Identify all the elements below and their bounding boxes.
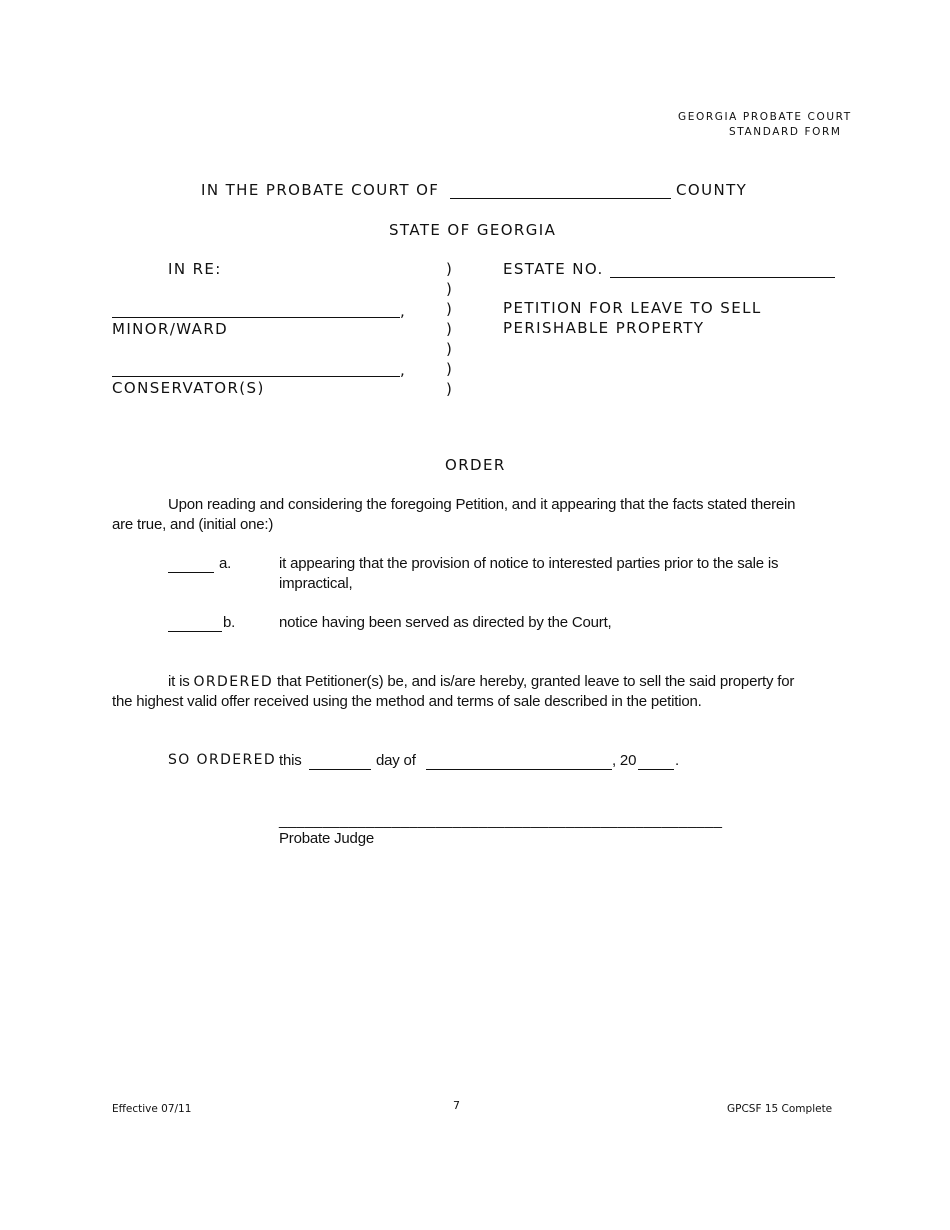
court-name-header: GEORGIA PROBATE COURT [678, 111, 852, 123]
caption-paren: ) [446, 280, 452, 298]
minor-ward-comma: , [400, 302, 407, 320]
footer-effective-date: Effective 07/11 [112, 1103, 192, 1115]
conservators-label: CONSERVATOR(S) [112, 379, 265, 397]
conservator-blank-line[interactable] [112, 376, 400, 377]
court-prefix: IN THE PROBATE COURT OF [201, 181, 440, 199]
estate-no-label: ESTATE NO. [503, 260, 604, 278]
option-b-letter: b. [223, 614, 236, 631]
caption-paren: ) [446, 380, 452, 398]
year-prefix: , 20 [612, 752, 637, 769]
ordered-word: ORDERED [193, 674, 273, 690]
this-word: this [279, 752, 302, 769]
year-blank-line[interactable] [638, 769, 674, 770]
footer-form-id: GPCSF 15 Complete [727, 1103, 833, 1115]
minor-ward-label: MINOR/WARD [112, 320, 229, 338]
signature-line[interactable]: ___________________________________________________ [279, 812, 723, 829]
caption-paren: ) [446, 260, 452, 278]
option-a-line-1: it appearing that the provision of notice to interested parties prior to the sale is [279, 555, 779, 572]
estate-no-blank-line[interactable] [610, 277, 835, 278]
signature-label: Probate Judge [279, 830, 374, 847]
day-blank-line[interactable] [309, 769, 371, 770]
petition-title-line2: PERISHABLE PROPERTY [503, 319, 705, 337]
state-title: STATE OF GEORGIA [389, 221, 557, 239]
option-a-letter: a. [219, 555, 232, 572]
standard-form-header: STANDARD FORM [729, 126, 842, 138]
footer-page-number: 7 [453, 1099, 460, 1112]
caption-paren: ) [446, 320, 452, 338]
so-ordered-label: SO ORDERED [168, 752, 277, 768]
month-blank-line[interactable] [426, 769, 612, 770]
option-a-initial-blank[interactable] [168, 572, 214, 573]
petition-title-line1: PETITION FOR LEAVE TO SELL [503, 299, 762, 317]
conservator-comma: , [400, 361, 407, 379]
intro-line-2: are true, and (initial one:) [112, 516, 274, 533]
option-b-text: notice having been served as directed by the Court, [279, 614, 612, 631]
ordered-prefix: it is [168, 673, 194, 690]
ordered-line-2: the highest valid offer received using the method and terms of sale described in the petition. [112, 693, 702, 710]
order-heading: ORDER [445, 456, 506, 474]
caption-paren: ) [446, 360, 452, 378]
in-re-label: IN RE: [168, 260, 222, 278]
county-label: COUNTY [676, 181, 748, 199]
county-blank-line[interactable] [450, 198, 671, 199]
option-b-initial-blank[interactable] [168, 631, 222, 632]
date-period: . [675, 752, 679, 769]
caption-paren: ) [446, 340, 452, 358]
intro-line-1: Upon reading and considering the foregoing Petition, and it appearing that the facts stated therein [168, 496, 796, 513]
minor-ward-blank-line[interactable] [112, 317, 400, 318]
caption-paren: ) [446, 300, 452, 318]
ordered-line-1 [168, 673, 794, 690]
ordered-suffix: that Petitioner(s) be, and is/are hereby, granted leave to sell the said property for [273, 673, 795, 690]
option-a-line-2: impractical, [279, 575, 353, 592]
day-of-word: day of [376, 752, 416, 769]
